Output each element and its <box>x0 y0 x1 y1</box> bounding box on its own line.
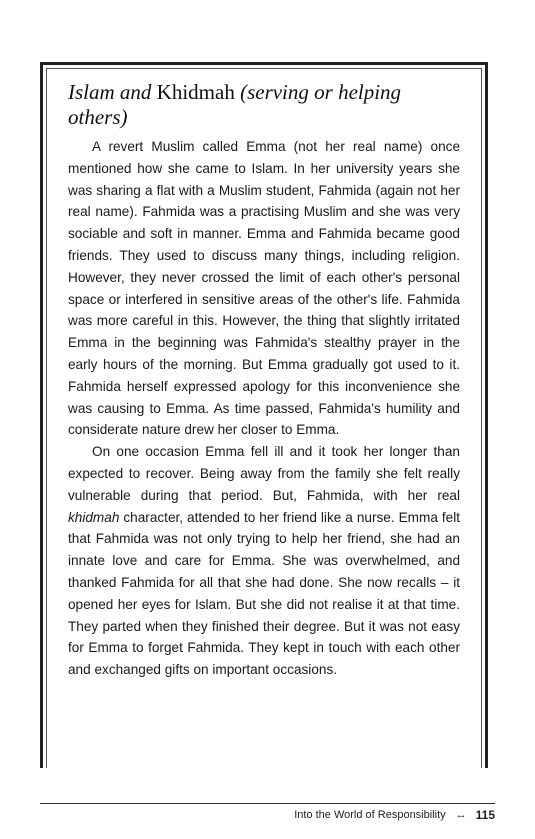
running-title: Into the World of Responsibility <box>294 809 446 821</box>
double-arrow-icon: ↔ <box>455 809 466 821</box>
paragraph-1: A revert Muslim called Emma (not her real name) once mentioned how she came to Islam. In her university years she was sharing a flat with a Muslim student, Fahmida (again not her real name). Fahmida was a practising Muslim and she was very sociable and soft in manner. Emma and Fahmida became good friends. They used to discuss many things, including religion. However, they never crossed the limit of each other's personal space or interfered in sensitive areas of the other's life. Fahmida was more careful in this. However, the thing that slightly irritated Emma in the beginning was Fahmida's stealthy prayer in the early hours of the morning. But Emma gradually got used to it. Fahmida herself expressed apology for this inconvenience she was causing to Emma. As time passed, Fahmida's humility and considerate nature drew her closer to Emma. <box>68 139 460 438</box>
article-title <box>68 80 460 130</box>
paragraph-2-part-b: character, attended to her friend like a nurse. Emma felt that Fahmida was not only trying to help her friend, she had an innate love and care for Emma. She was overwhelmed, and thanked Fahmida for all that she had done. She now recalls – it opened her eyes for Islam. But she did not realise it at that time. They parted when they finished their degree. But it was not easy for Emma to forget Fahmida. They kept in touch with each other and exchanged gifts on important occasions. <box>68 509 460 678</box>
paragraph-2-emphasis: khidmah <box>68 509 120 525</box>
title-part-2: Khidmah <box>156 80 235 104</box>
article <box>68 80 460 681</box>
footer-divider <box>40 803 495 804</box>
paragraph-2-part-a: On one occasion Emma fell ill and it took her longer than expected to recover. Being away from the family she felt really vulnerable during that period. But, Fahmida, with her real <box>68 444 460 503</box>
paragraph-2 <box>68 441 460 681</box>
page-number: 115 <box>475 808 495 822</box>
title-part-1: Islam and <box>68 80 157 104</box>
page-footer <box>294 808 495 822</box>
title-part-3: (serving or helping others) <box>68 80 402 129</box>
